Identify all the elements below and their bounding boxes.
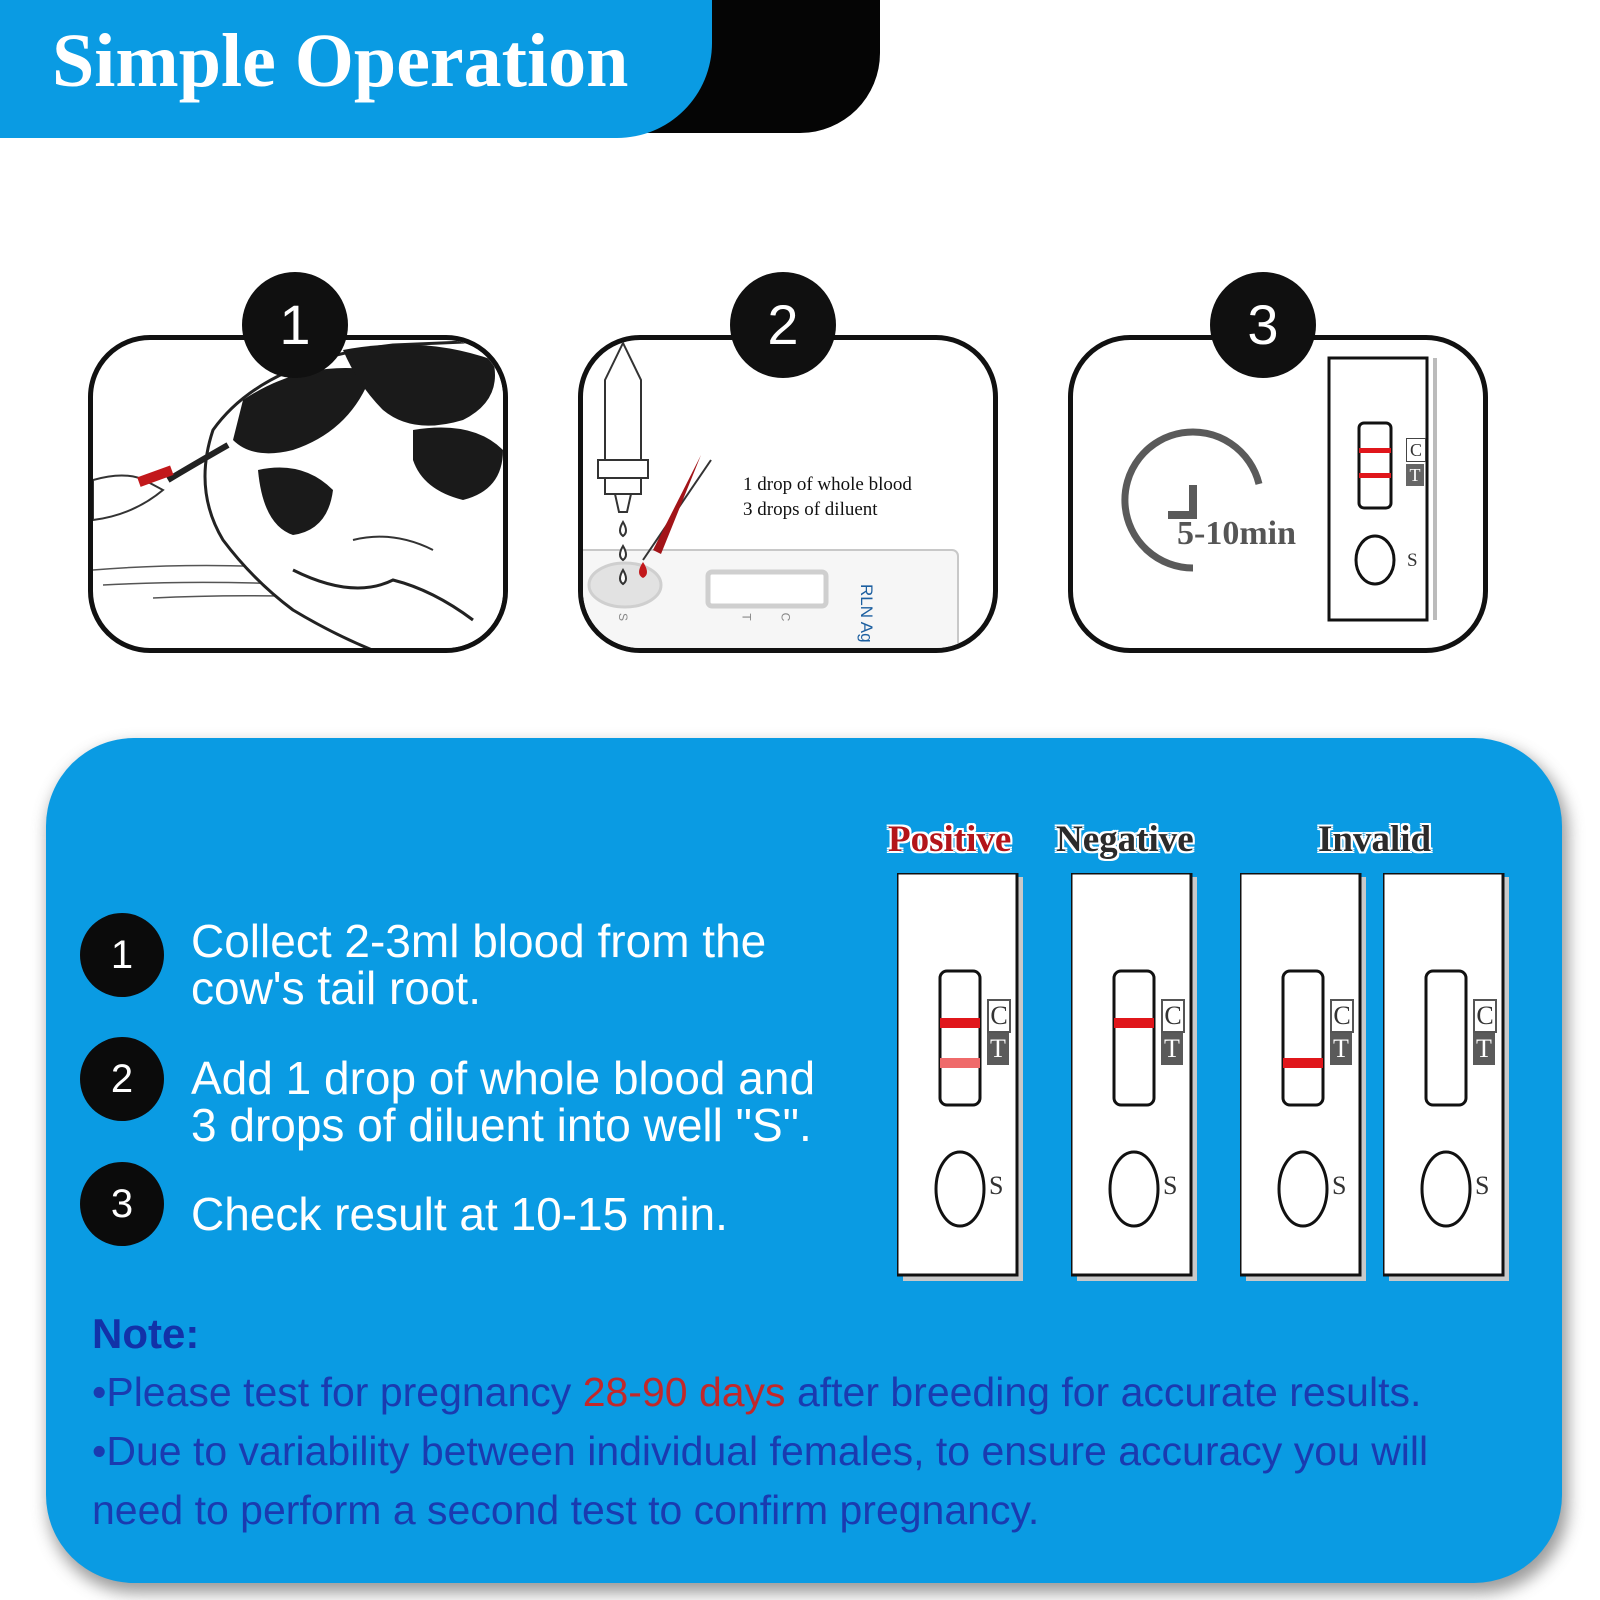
blood-pipette (653, 455, 701, 554)
t-label: T (1330, 1033, 1352, 1065)
dosing-caption (743, 472, 912, 522)
control-line (940, 1018, 980, 1028)
step-panel-2 (578, 335, 998, 653)
invalid-strip-2 (1383, 873, 1507, 1281)
instruction-1-line-2: cow's tail root. (191, 962, 481, 1014)
positive-label: Positive (888, 819, 1012, 860)
well-s-mark: S (616, 612, 631, 622)
s-label: S (989, 1171, 1004, 1200)
instruction-badge-1: 1 (80, 913, 164, 997)
c-mark: C (778, 612, 793, 622)
t-label: T (1473, 1033, 1495, 1065)
page-title: Simple Operation (52, 19, 629, 103)
result-window (708, 572, 826, 606)
device-label: RLN Ag (857, 584, 876, 643)
t-mark: T (739, 613, 754, 621)
note-highlight-days: 28-90 days (582, 1369, 786, 1415)
negative-strip (1071, 873, 1195, 1281)
timer-illustration (1073, 340, 1488, 653)
note-line-3: need to perform a second test to confirm pregnancy. (92, 1487, 1040, 1533)
test-line (1359, 473, 1391, 478)
instruction-2-line-2: 3 drops of diluent into well "S". (191, 1099, 812, 1151)
clock-hands-icon (1168, 485, 1193, 515)
note-line-1 (92, 1369, 1421, 1416)
s-label: S (1163, 1171, 1178, 1200)
c-label: C (987, 999, 1011, 1033)
instruction-badge-2: 2 (80, 1037, 164, 1121)
c-label: C (1473, 999, 1497, 1033)
diluent-drop-icon (620, 570, 626, 584)
positive-strip (897, 873, 1021, 1281)
control-line (1114, 1018, 1154, 1028)
note-line-1-start: •Please test for pregnancy (92, 1369, 583, 1415)
caption-line-1: 1 drop of whole blood (743, 474, 912, 495)
c-label: C (1330, 999, 1354, 1033)
instruction-badge-3: 3 (80, 1162, 164, 1246)
sample-well (1356, 536, 1394, 584)
step-badge-1: 1 (242, 272, 348, 378)
test-line (940, 1058, 980, 1068)
instruction-3 (191, 1188, 891, 1240)
t-label: T (987, 1033, 1009, 1065)
instruction-1 (191, 915, 891, 1014)
invalid-label: Invalid (1318, 819, 1432, 860)
sample-well (589, 563, 661, 607)
s-label: S (1407, 550, 1418, 571)
cow-blood-collection-illustration (93, 340, 508, 653)
t-label: T (1406, 464, 1424, 486)
control-line (1359, 448, 1391, 453)
note-title: Note: (92, 1310, 200, 1357)
step-panel-1 (88, 335, 508, 653)
s-label: S (1475, 1171, 1490, 1200)
c-label: C (1161, 999, 1185, 1033)
note-line-2: •Due to variability between individual females, to ensure accuracy you will (92, 1428, 1429, 1474)
step-badge-3: 3 (1210, 272, 1316, 378)
t-label: T (1161, 1033, 1183, 1065)
diluent-drop-icon (620, 522, 626, 536)
diluent-bottle (605, 343, 641, 460)
step-panel-3 (1068, 335, 1488, 653)
step-badge-2: 2 (730, 272, 836, 378)
caption-line-2: 3 drops of diluent (743, 499, 878, 520)
instruction-2-line-1: Add 1 drop of whole blood and (191, 1052, 816, 1104)
instruction-1-line-1: Collect 2-3ml blood from the (191, 915, 767, 967)
instruction-2 (191, 1052, 891, 1151)
s-label: S (1332, 1171, 1347, 1200)
diluent-drop-icon (620, 546, 626, 560)
timer-label: 5-10min (1177, 515, 1296, 552)
c-label: C (1406, 438, 1426, 462)
invalid-strip-1 (1240, 873, 1364, 1281)
note-line-1-end: after breeding for accurate results. (785, 1369, 1422, 1415)
instruction-3-line-1: Check result at 10-15 min. (191, 1188, 728, 1240)
test-line (1283, 1058, 1323, 1068)
negative-label: Negative (1056, 819, 1194, 860)
